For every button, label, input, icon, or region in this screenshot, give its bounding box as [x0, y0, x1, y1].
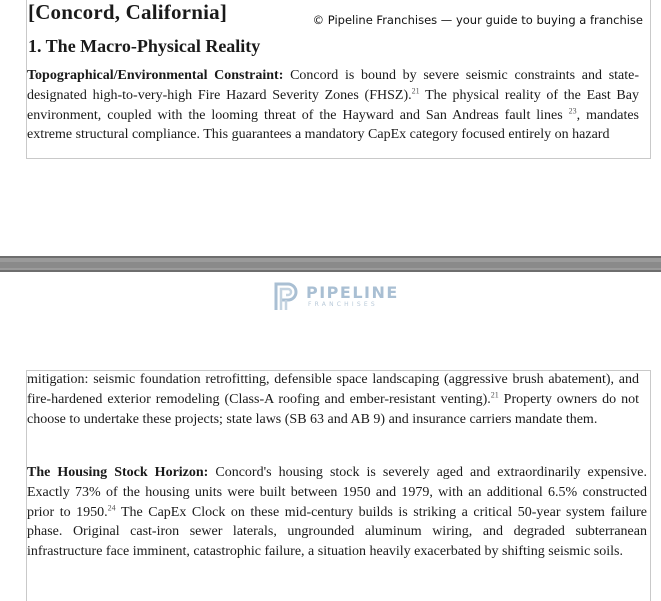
footnote-ref[interactable]: 21: [411, 86, 420, 96]
logo-wordmark: PIPELINE: [306, 283, 399, 302]
paragraph-text: Property owners do not choose to undertake these projects; state laws (SB 63 and AB 9) and insurance carriers mandate them.: [27, 391, 639, 427]
paragraph-text: Concord is bound by severe seismic constraints and state-designated high-to-very-high Fire Hazard Severity Zones (FHSZ).: [27, 68, 640, 103]
paragraph-lead: The Housing Stock Horizon:: [27, 465, 209, 480]
footnote-ref[interactable]: 24: [107, 502, 116, 512]
logo-subtitle: FRANCHISES: [308, 301, 378, 308]
paragraph-mitigation: [27, 370, 639, 429]
section-heading: 1. The Macro-Physical Reality: [28, 36, 261, 56]
paragraph-text: Concord's housing stock is severely aged and extraordinarily expensive. Exactly 73% of the housing units were built between 1950 and 1979, with an additional 6.5% constructed prior to 1950.: [27, 465, 647, 520]
paragraph-text: The physical reality of the East Bay environment, coupled with the looming threat of the Hayward and San Andreas fault lines: [27, 87, 639, 123]
footnote-ref[interactable]: 23: [568, 105, 577, 115]
pipeline-p-icon: [272, 280, 302, 312]
paragraph-lead: Topographical/Environmental Constraint:: [27, 68, 284, 83]
paragraph-housing: [27, 463, 647, 562]
paragraph-text: mitigation: seismic foundation retrofitting, defensible space landscaping (aggressive brush abatement), and fire-hardened exterior remodeling (Class-A roofing and ember-resistant venting).: [27, 372, 639, 407]
pipeline-logo: [272, 280, 399, 312]
paragraph-topographical: [27, 66, 639, 145]
paragraph-text: The CapEx Clock on these mid-century builds is striking a critical 50-year system failure phase. Original cast-iron sewer laterals, ungrounded aluminum wiring, and degraded subterranean infrastructure face imminent, catastrophic failure, a situation heavily exacerbated by shifting seismic soils.: [27, 504, 647, 560]
paragraph-text: , mandates extreme structural compliance. This guarantees a mandatory CapEx category focused entirely on hazard: [27, 107, 639, 143]
document-title: [Concord, California]: [28, 0, 228, 24]
copyright-watermark: © Pipeline Franchises — your guide to buying a franchise: [312, 13, 643, 27]
page-break-divider: [0, 256, 661, 272]
footnote-ref[interactable]: 21: [490, 390, 499, 400]
